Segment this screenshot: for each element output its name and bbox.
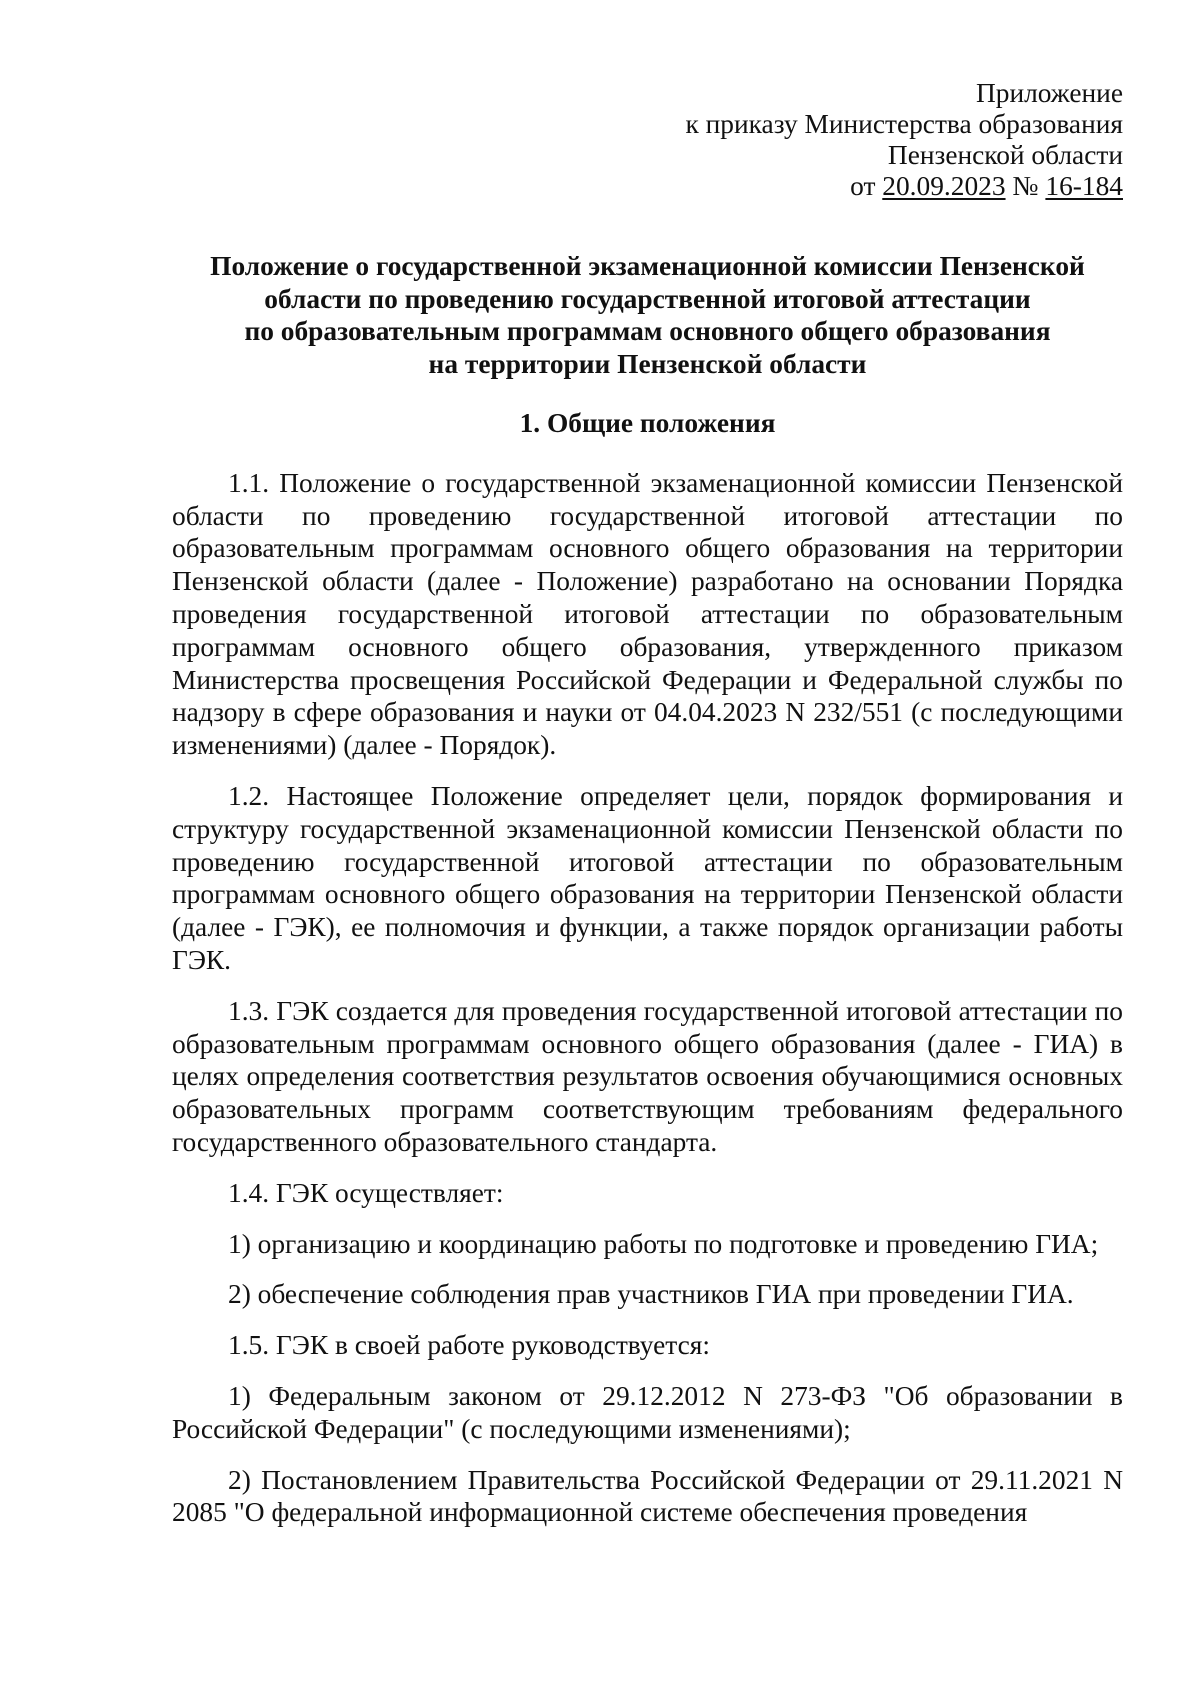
list-item-1-5-1: 1) Федеральным законом от 29.12.2012 N 273-ФЗ "Об образовании в Российской Федерации" (с последующими изменениями);: [172, 1380, 1123, 1444]
title-line-4: на территории Пензенской области: [428, 348, 867, 379]
order-date-number: [172, 171, 1123, 202]
document-title: [172, 250, 1123, 380]
order-date: 20.09.2023: [882, 171, 1006, 201]
document-page: [172, 78, 1123, 1529]
number-prefix: №: [1005, 171, 1046, 201]
title-line-1: Положение о государственной экзаменационной комиссии Пензенской: [210, 251, 1085, 281]
title-line-2: области по проведению государственной итоговой аттестации: [264, 283, 1031, 314]
section-heading: 1. Общие положения: [519, 408, 776, 438]
order-reference: к приказу Министерства образования: [685, 109, 1123, 139]
list-item-1-4-2: 2) обеспечение соблюдения прав участников ГИА при проведении ГИА.: [228, 1279, 1074, 1310]
paragraph-1-1: 1.1. Положение о государственной экзаменационной комиссии Пензенской области по проведению государственной итоговой аттестации по образовательным программам основного общего образования на территории Пензенской области (далее - Положение) разработано на основании Порядка проведения государственной итоговой аттестации по образовательным программам основного общего образования, утвержденного приказом Министерства просвещения Российской Федерации и Федеральной службы по надзору в сфере образования и науки от 04.04.2023 N 232/551 (с последующими изменениями) (далее - Порядок).: [172, 467, 1123, 761]
region-name: Пензенской области: [887, 140, 1123, 170]
paragraph-1-4: 1.4. ГЭК осуществляет:: [228, 1177, 504, 1208]
date-prefix: от: [850, 171, 883, 201]
title-line-3: по образовательным программам основного общего образования: [244, 316, 1051, 346]
list-item-1-5-2: 2) Постановлением Правительства Российской Федерации от 29.11.2021 N 2085 "О федеральной информационной системе обеспечения проведения: [172, 1464, 1123, 1528]
paragraph-1-2: 1.2. Настоящее Положение определяет цели, порядок формирования и структуру государственной экзаменационной комиссии Пензенской области по проведению государственной итоговой аттестации по образовательным программам основного общего образования на территории Пензенской области (далее - ГЭК), ее полномочия и функции, а также порядок организации работы ГЭК.: [172, 780, 1123, 975]
appendix-label: Приложение: [975, 78, 1123, 108]
paragraph-1-5: 1.5. ГЭК в своей работе руководствуется:: [228, 1330, 710, 1361]
order-number: 16-184: [1045, 171, 1123, 201]
appendix-header: [172, 78, 1123, 202]
paragraph-1-3: 1.3. ГЭК создается для проведения государственной итоговой аттестации по образовательным программам основного общего образования (далее - ГИА) в целях определения соответствия результатов освоения обучающимися основных образовательных программ соответствующим требованиям федерального государственного образовательного стандарта.: [172, 995, 1123, 1157]
list-item-1-4-1: 1) организацию и координацию работы по подготовке и проведению ГИА;: [228, 1228, 1099, 1259]
